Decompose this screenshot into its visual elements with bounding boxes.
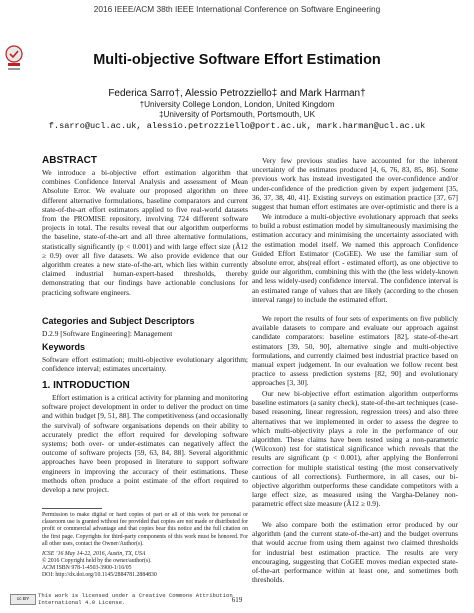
right-paragraph-2: We introduce a multi-objective evolutionary approach that seeks to build a robust estimation model by simultaneously maximising the estimation accuracy and minimising the uncertainty associated with the estimation model itself. We named this approach Confidence Guided Effort Estimator (CoGEE). We use the familiar sum of absolute error, abs(real effort - estimated effort), as one objective to guide our algorithm, combining this with the (the less widely-known and less widely-used) confidence interval. The confidence interval is an estimated range of values that are likely (according to the chosen interval range) to include the estimated effort. xyxy=(252,212,458,304)
abstract-text: We introduce a bi-objective effort estimation algorithm that combines Confidence Interval Analysis and assessment of Mean Absolute Error. We evaluate our proposed algorithm on three different alternative formulations, baseline comparators and current state-of-the-art effort estimators applied to five real-world datasets from the PROMISE repository, involving 724 different software projects in total. The results reveal that our algorithm outperforms the baseline, state-of-the-art and all three alternative formulations, statistically significantly (p < 0.001) and with large effect size (Â12 ≥ 0.9) over all five datasets. We also provide evidence that our algorithm creates a new state-of-the-art, which lies within currently claimed industrial human-expert-based thresholds, thereby demonstrating that our findings have actionable conclusions for practicing software engineers. xyxy=(42,168,248,297)
paper-title: Multi-objective Software Effort Estimation xyxy=(93,52,381,68)
permission-footnote: Permission to make digital or hard copies of part or all of this work for personal or classroom use is granted without fee provided that copies are not made or distributed for profit or commercial advantage and that copies bear this notice and the full citation on the first page. Copyrights for third-party components of this work must be honored. For all other uses, contact the Owner/Author(s). xyxy=(42,512,248,547)
copyright-line: © 2016 Copyright held by the owner/author(s). xyxy=(42,558,152,564)
isbn-line: ACM ISBN 978-1-4503-3900-1/16/05 xyxy=(42,565,132,571)
right-paragraph-5: We also compare both the estimation error produced by our algorithm (and the current state-of-the-art) and the budget overruns that would accrue from using them against two claimed thresholds for industrial best estimation practice. The results are very encouraging, suggesting that CoGEE moves median expected state-of-the-art performance within at least one, and sometimes both thresholds. xyxy=(252,520,458,585)
introduction-heading: 1. INTRODUCTION xyxy=(42,380,130,391)
license-line-2: International 4.0 License. xyxy=(38,599,126,606)
abstract-heading: ABSTRACT xyxy=(42,155,97,166)
categories-heading: Categories and Subject Descriptors xyxy=(42,316,195,326)
affiliation-ucl: †University College London, London, United Kingdom xyxy=(139,100,335,109)
conference-header: 2016 IEEE/ACM 38th IEEE International Conference on Software Engineering xyxy=(93,4,381,14)
affiliation-portsmouth: ‡University of Portsmouth, Portsmouth, UK xyxy=(158,110,316,119)
introduction-text: Effort estimation is a critical activity for planning and monitoring software project development in order to deliver the product on time and within budget [9, 51, 88]. The competitiveness (and occasionally the survival) of software organisations depends on their ability to accurately predict the effort required for developing software systems; both over- or under-estimates can negatively affect the outcome of software projects [59, 63, 84, 88]. Several algorithmic approaches have been proposed in literature to support software engineers in improving the accuracy of their estimations. These methods often produce a point estimate of the effort required to develop a new project. xyxy=(42,393,248,495)
footnote-divider xyxy=(42,508,102,509)
right-paragraph-3: We report the results of four sets of experiments on five publicly available datasets to compare and evaluate our approach against candidate comparators: baseline estimators [82], state-of-the-art estimators [39, 50, 90], alternative single and multi-objective formulations, and currently claimed best industrial practice based on manual expert judgement. In our evaluation we follow recent best practice to assess prediction systems [82, 90] and evolutionary approaches [3, 30]. xyxy=(252,314,458,388)
right-paragraph-4: Our new bi-objective effort estimation algorithm outperforms baseline estimators (a sanity check), state-of-the-art techniques (case-based reasoning, linear regression, regression trees) and also three alternatives that we implemented in order to assess the degree to which multi-objectivity plays a role in the performance of our algorithm. These claims have been tested using a non-parametric (Wilcoxon) test for statistical significance which reveals that the results are significant (p < 0.001), after applying the Bonferroni correction for multiple statistical testing (the most conservatively cautious of all corrections). Furthermore, in all cases, our bi-objective algorithm outperforms these candidate competitors with a large effect size, as measured using the Vargha-Delaney non-parametric effect size measure (Â12 ≥ 0.9). xyxy=(252,389,458,509)
right-paragraph-1: Very few previous studies have accounted for the inherent uncertainty of the estimates produced [4, 6, 76, 83, 85, 86]. Some previous work has instead investigated the over-confidence and/or under-confidence of the prediction given by expert judgement [35, 36, 37, 38, 40, 41]. Existing surveys on estimation practice [37, 67] suggest that human effort estimates are over-optimistic and there is a xyxy=(252,156,458,211)
keywords-heading: Keywords xyxy=(42,342,86,352)
author-emails: f.sarro@ucl.ac.uk, alessio.petrozziello@port.ac.uk, mark.harman@ucl.ac.uk xyxy=(48,121,426,131)
keywords-text: Software effort estimation; multi-objective evolutionary algorithm; confidence interval; estimates uncertainty. xyxy=(42,355,248,374)
doi-link[interactable]: DOI: http://dx.doi.org/10.1145/2884781.2884830 xyxy=(42,572,157,578)
license-line-1: This work is licensed under a Creative Commons Attribution xyxy=(38,592,233,599)
page-number: 619 xyxy=(231,596,243,604)
paper-authors: Federica Sarro†, Alessio Petrozziello‡ and Mark Harman† xyxy=(108,88,366,99)
creative-commons-badge[interactable]: cc BY xyxy=(10,594,36,605)
venue-line: ICSE ’16 May 14-22, 2016, Austin, TX, USA xyxy=(42,551,146,557)
categories-text: D.2.9 [Software Engineering]: Management xyxy=(42,329,173,338)
